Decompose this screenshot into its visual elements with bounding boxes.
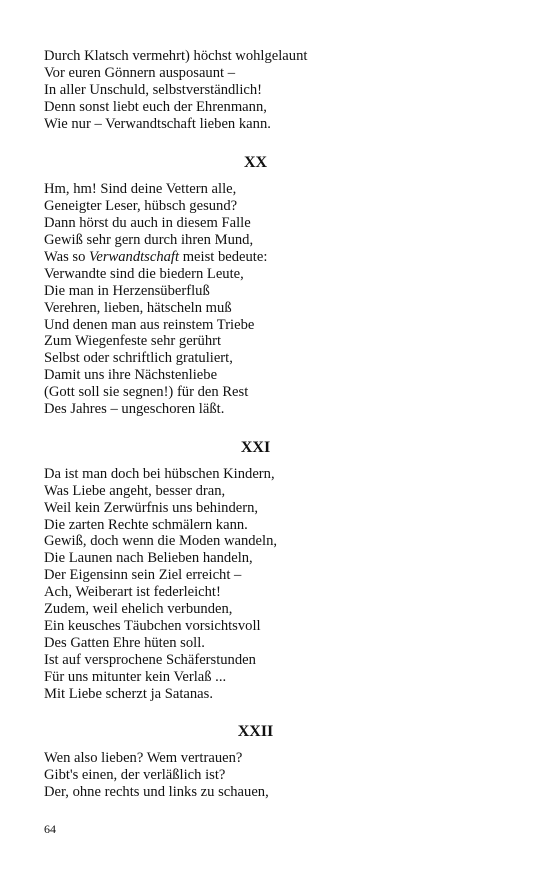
verse-line: Der Eigensinn sein Ziel erreicht –: [44, 567, 242, 584]
verse-line: Der, ohne rechts und links zu schauen,: [44, 784, 269, 801]
page-number: 64: [44, 822, 56, 836]
verse-line: Wen also lieben? Wem vertrauen?: [44, 750, 243, 767]
verse-line: Verwandte sind die biedern Leute,: [44, 265, 244, 282]
verse-line: Mit Liebe scherzt ja Satanas.: [44, 685, 213, 702]
verse-line: Durch Klatsch vermehrt) höchst wohlgelaunt: [44, 48, 308, 64]
stanza-xxii: [44, 750, 514, 801]
verse-line: Weil kein Zerwürfnis uns behindern,: [44, 499, 259, 516]
verse-line: Die man in Herzensüberfluß: [44, 282, 210, 299]
verse-line: Ach, Weiberart ist federleicht!: [44, 584, 221, 601]
verse-line: Denn sonst liebt euch der Ehrenmann,: [44, 98, 267, 115]
verse-line-with-emphasis: Was so Verwandtschaft meist bedeute:: [44, 249, 268, 266]
verse-line: Ist auf versprochene Schäferstunden: [44, 651, 256, 668]
page-body: [44, 48, 514, 801]
verse-line: Damit uns ihre Nächstenliebe: [44, 367, 218, 384]
verse-line: Vor euren Gönnern ausposaunt –: [44, 64, 236, 81]
verse-line: Verehren, lieben, hätscheln muß: [44, 299, 232, 316]
verse-line: Wie nur – Verwandtschaft lieben kann.: [44, 115, 271, 132]
verse-line: Des Gatten Ehre hüten soll.: [44, 634, 205, 651]
verse-line: In aller Unschuld, selbstverständlich!: [44, 81, 263, 98]
stanza-heading-xxi: XXI: [240, 438, 271, 456]
verse-line: Dann hörst du auch in diesem Falle: [44, 215, 251, 232]
verse-line: Die zarten Rechte schmälern kann.: [44, 516, 248, 533]
verse-line: Gewiß sehr gern durch ihren Mund,: [44, 232, 254, 249]
verse-line: Die Launen nach Belieben handeln,: [44, 550, 253, 567]
verse-line: Des Jahres – ungeschoren läßt.: [44, 401, 225, 418]
stanza-heading-xx: XX: [243, 154, 268, 172]
verse-line: Zudem, weil ehelich verbunden,: [44, 601, 233, 618]
verse-line: Geneigter Leser, hübsch gesund?: [44, 198, 238, 215]
stanza-xxi: [44, 466, 514, 702]
verse-line: Was Liebe angeht, besser dran,: [44, 482, 226, 499]
verse-line: Ein keusches Täubchen vorsichtsvoll: [44, 617, 261, 634]
verse-line: Für uns mitunter kein Verlaß ...: [44, 668, 227, 685]
verse-line: Gibt's einen, der verläßlich ist?: [44, 767, 226, 784]
verse-line: Und denen man aus reinstem Triebe: [44, 316, 255, 333]
emphasized-word: Verwandtschaft: [89, 249, 180, 266]
stanza-heading-xxii: XXII: [237, 723, 274, 741]
verse-line: Gewiß, doch wenn die Moden wandeln,: [44, 533, 278, 550]
stanza-continued: [44, 48, 514, 132]
verse-line: Zum Wiegenfeste sehr gerührt: [44, 333, 222, 350]
stanza-xx: [44, 181, 514, 417]
verse-line: (Gott soll sie segnen!) für den Rest: [44, 384, 249, 401]
verse-line: Selbst oder schriftlich gratuliert,: [44, 350, 233, 367]
verse-line: Da ist man doch bei hübschen Kindern,: [44, 465, 275, 482]
verse-line: Hm, hm! Sind deine Vettern alle,: [44, 181, 237, 198]
